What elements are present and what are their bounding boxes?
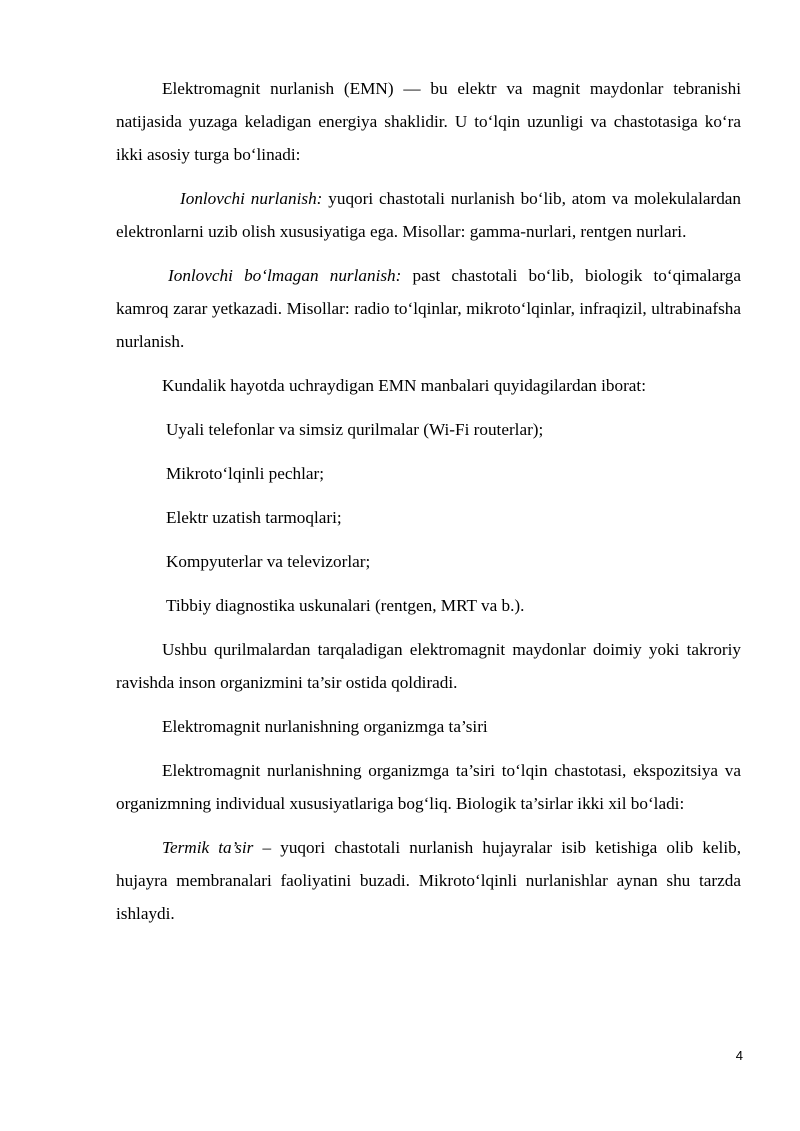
paragraph-nonionizing	[116, 259, 741, 358]
document-body	[116, 72, 741, 941]
list-item: Elektr uzatish tarmoqlari;	[166, 508, 342, 527]
section-heading: Elektromagnit nurlanishning organizmga ta’siri	[162, 717, 488, 736]
ionizing-text: yuqori chastotali nurlanish bo‘lib, atom va molekulalardan elektronlarni uzib olish xususiyatiga ega. Misollar: gamma-nurlari, rentgen nurlari.	[116, 189, 742, 241]
thermal-text: – yuqori chastotali nurlanish hujayralar isib ketishiga olib kelib, hujayra membranalari faoliyatini buzadi. Mikroto‘lqinli nurlanishlar aynan shu tarzda ishlaydi.	[116, 838, 741, 923]
paragraph-ionizing	[116, 182, 741, 248]
list-item: Uyali telefonlar va simsiz qurilmalar (Wi-Fi routerlar);	[166, 420, 544, 439]
paragraph-intro: Elektromagnit nurlanish (EMN) — bu elektr va magnit maydonlar tebranishi natijasida yuzaga keladigan energiya shaklidir. U to‘lqin uzunligi va chastotasiga ko‘ra ikki asosiy turga bo‘linadi:	[116, 79, 741, 164]
paragraph-effects-intro: Elektromagnit nurlanishning organizmga ta’siri to‘lqin chastotasi, ekspozitsiya va organizmning individual xususiyatlariga bog‘liq. Biologik ta’sirlar ikki xil bo‘ladi:	[116, 761, 741, 813]
thermal-term: Termik ta’sir	[162, 838, 254, 857]
paragraph-thermal	[116, 831, 741, 930]
paragraph-sources-intro: Kundalik hayotda uchraydigan EMN manbalari quyidagilardan iborat:	[162, 376, 646, 395]
paragraph-exposure: Ushbu qurilmalardan tarqaladigan elektromagnit maydonlar doimiy yoki takroriy ravishda inson organizmini ta’sir ostida qoldiradi.	[116, 640, 741, 692]
ionizing-term: Ionlovchi nurlanish:	[180, 189, 323, 208]
nonionizing-term: Ionlovchi bo‘lmagan nurlanish:	[168, 266, 402, 285]
list-item: Mikroto‘lqinli pechlar;	[166, 464, 324, 483]
list-item: Tibbiy diagnostika uskunalari (rentgen, MRT va b.).	[166, 596, 525, 615]
list-item: Kompyuterlar va televizorlar;	[166, 552, 371, 571]
nonionizing-text: past chastotali bo‘lib, biologik to‘qimalarga kamroq zarar yetkazadi. Misollar: radio to‘lqinlar, mikroto‘lqinlar, infraqizil, ultrabinafsha nurlanish.	[116, 266, 741, 351]
page-number: 4	[735, 1048, 743, 1063]
